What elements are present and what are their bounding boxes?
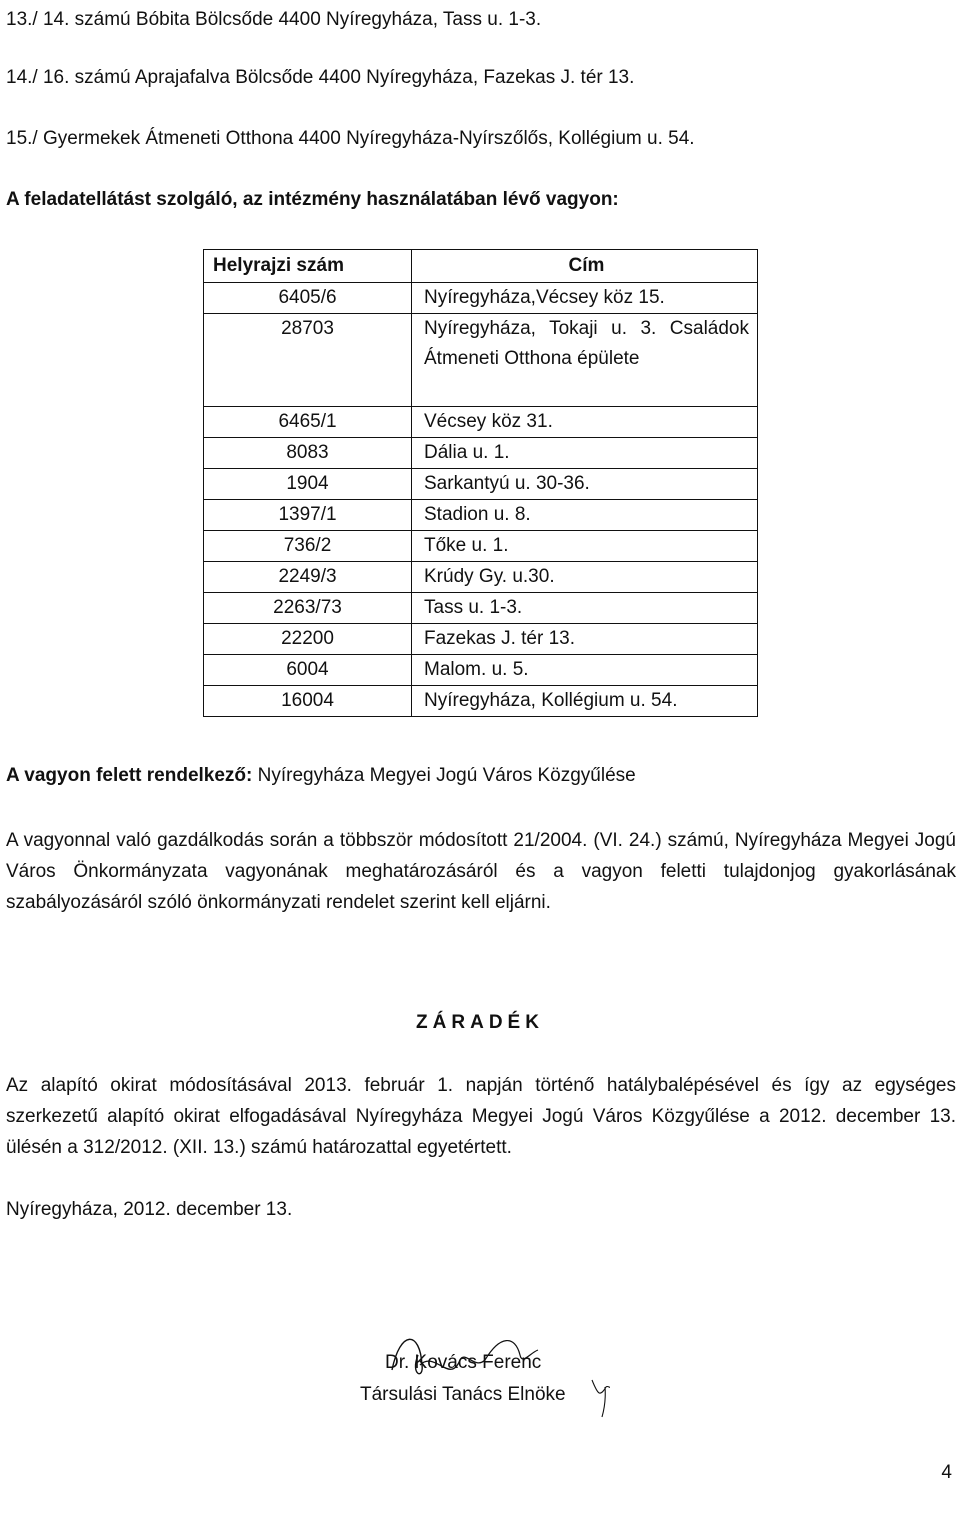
clause-paragraph: Az alapító okirat módosításával 2013. február 1. napján történő hatálybalépésével és így az egységes szerkezetű alapító okirat elfogadásával Nyíregyháza Megyei Jogú Város Közgyűlése a 2012. december 13. ülésén a 312/2012. (XII. 13.) számú határozattal egyetértett. (6, 1075, 956, 1158)
lot-number-cell: 736/2 (204, 531, 412, 562)
institution-line-14: 14./ 16. számú Aprajafalva Bölcsőde 4400 Nyíregyháza, Fazekas J. tér 13. (6, 67, 635, 88)
regulation-paragraph: A vagyonnal való gazdálkodás során a többször módosított 21/2004. (VI. 24.) számú, Nyíregyháza Megyei Jogú Város Önkormányzata vagyonának meghatározásáról és a vagyon feletti tulajdonjog gyakorlásának szabályozásáról szóló önkormányzati rendelet szerint kell eljárni. (6, 830, 956, 913)
column-header-lot-number: Helyrajzi szám (204, 250, 412, 283)
owner-value: Nyíregyháza Megyei Jogú Város Közgyűlése (252, 765, 636, 786)
address-cell: Nyíregyháza,Vécsey köz 15. (412, 283, 758, 314)
institution-line-13: 13./ 14. számú Bóbita Bölcsőde 4400 Nyíregyháza, Tass u. 1-3. (6, 9, 542, 30)
table-row (204, 438, 758, 469)
signatory-name: Dr. Kovács Ferenc (385, 1352, 542, 1373)
address-cell: Tőke u. 1. (412, 531, 758, 562)
table-row (204, 655, 758, 686)
lot-number-cell: 16004 (204, 686, 412, 717)
table-row (204, 531, 758, 562)
address-cell: Dália u. 1. (412, 438, 758, 469)
table-row (204, 500, 758, 531)
address-cell: Fazekas J. tér 13. (412, 624, 758, 655)
clause-title: ZÁRADÉK (416, 1012, 544, 1033)
lot-number-cell: 6465/1 (204, 407, 412, 438)
table-header-row (204, 250, 758, 283)
address-cell: Nyíregyháza, Tokaji u. 3. Családok Átmeneti Otthona épülete (412, 314, 758, 407)
address-cell: Nyíregyháza, Kollégium u. 54. (412, 686, 758, 717)
address-cell: Krúdy Gy. u.30. (412, 562, 758, 593)
lot-number-cell: 2249/3 (204, 562, 412, 593)
lot-number-cell: 1397/1 (204, 500, 412, 531)
place-date: Nyíregyháza, 2012. december 13. (6, 1199, 293, 1220)
table-row (204, 686, 758, 717)
owner-label: A vagyon felett rendelkező: (6, 765, 253, 786)
table-row (204, 593, 758, 624)
lot-number-cell: 28703 (204, 314, 412, 407)
table-row (204, 624, 758, 655)
address-cell: Malom. u. 5. (412, 655, 758, 686)
institution-line-15: 15./ Gyermekek Átmeneti Otthona 4400 Nyíregyháza-Nyírszőlős, Kollégium u. 54. (6, 128, 695, 149)
column-header-address: Cím (412, 250, 758, 283)
lot-number-cell: 22200 (204, 624, 412, 655)
lot-number-cell: 2263/73 (204, 593, 412, 624)
assets-heading: A feladatellátást szolgáló, az intézmény használatában lévő vagyon: (6, 189, 619, 210)
owner-line (6, 764, 636, 788)
table-row (204, 314, 758, 407)
table-row (204, 283, 758, 314)
address-cell: Vécsey köz 31. (412, 407, 758, 438)
page-number: 4 (941, 1462, 952, 1483)
signatory-title: Társulási Tanács Elnöke (360, 1384, 566, 1405)
address-cell: Sarkantyú u. 30-36. (412, 469, 758, 500)
lot-number-cell: 1904 (204, 469, 412, 500)
lot-number-cell: 8083 (204, 438, 412, 469)
lot-number-cell: 6004 (204, 655, 412, 686)
lot-number-cell: 6405/6 (204, 283, 412, 314)
address-cell: Stadion u. 8. (412, 500, 758, 531)
address-cell: Tass u. 1-3. (412, 593, 758, 624)
table-row (204, 469, 758, 500)
property-table (203, 249, 758, 717)
table-row (204, 562, 758, 593)
table-row (204, 407, 758, 438)
